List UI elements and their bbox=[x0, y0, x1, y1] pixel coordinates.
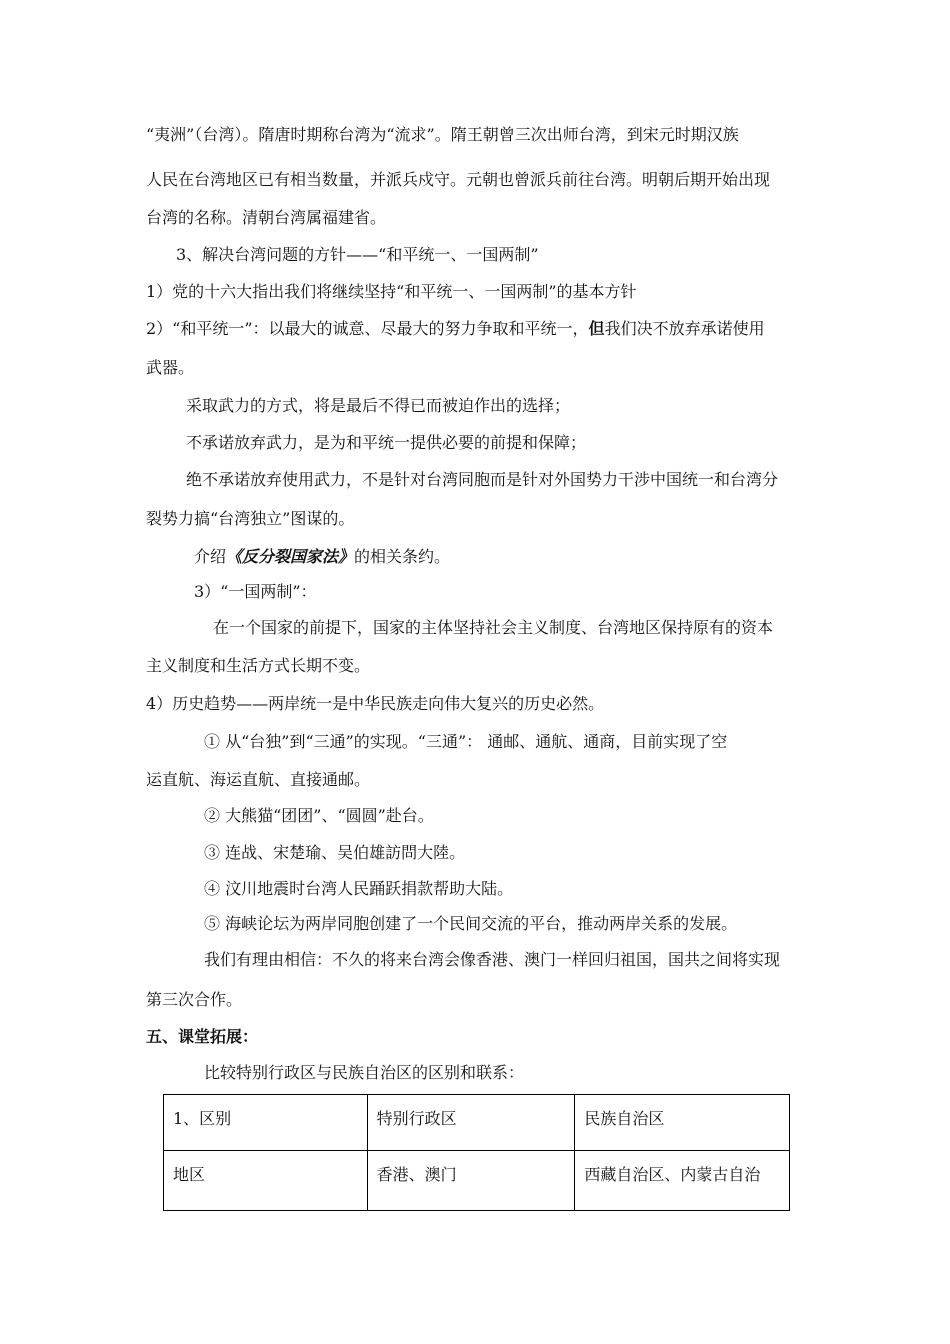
paragraph-line: 武器。 bbox=[146, 358, 195, 377]
paragraph-line bbox=[194, 547, 450, 567]
table-header-cell: 1、区别 bbox=[164, 1095, 368, 1151]
paragraph-line: 第三次合作。 bbox=[146, 990, 243, 1009]
paragraph-line: “夷洲”（台湾）。隋唐时期称台湾为“流求”。隋王朝曾三次出师台湾，到宋元时期汉族 bbox=[146, 125, 739, 144]
table-cell: 香港、澳门 bbox=[367, 1151, 575, 1211]
paragraph-line: 不承诺放弃武力，是为和平统一提供必要的前提和保障； bbox=[186, 433, 587, 452]
table-header-cell: 特别行政区 bbox=[367, 1095, 575, 1151]
table-header-cell: 民族自治区 bbox=[575, 1095, 790, 1151]
paragraph-line: 1）党的十六大指出我们将继续坚持“和平统一、一国两制”的基本方针 bbox=[146, 282, 637, 301]
table-row bbox=[164, 1151, 790, 1211]
paragraph-text: 2）“和平统一”：以最大的诚意、尽最大的努力争取和平统一， bbox=[146, 319, 589, 338]
paragraph-text: 的相关条约。 bbox=[354, 547, 451, 566]
paragraph-line: 台湾的名称。清朝台湾属福建省。 bbox=[146, 208, 387, 227]
paragraph-line: 主义制度和生活方式长期不变。 bbox=[146, 656, 371, 675]
table-cell: 地区 bbox=[164, 1151, 368, 1211]
paragraph-line: 采取武力的方式，将是最后不得已而被迫作出的选择； bbox=[186, 396, 571, 415]
paragraph-text: 介绍 bbox=[194, 547, 227, 566]
list-item: ② 大熊猫“团团”、“圆圆”赴台。 bbox=[204, 806, 434, 825]
paragraph-line: 绝不承诺放弃使用武力，不是针对台湾同胞而是针对外国势力干涉中国统一和台湾分 bbox=[186, 470, 779, 489]
section-heading: 3、解决台湾问题的方针——“和平统一、一国两制” bbox=[176, 245, 539, 264]
paragraph-text: 我们决不放弃承诺使用 bbox=[604, 319, 765, 338]
paragraph-line: 人民在台湾地区已有相当数量，并派兵戍守。元朝也曾派兵前往台湾。明朝后期开始出现 bbox=[146, 170, 771, 189]
comparison-table bbox=[163, 1094, 790, 1211]
paragraph-line: 裂势力搞“台湾独立”图谋的。 bbox=[146, 509, 355, 528]
paragraph-line: 比较特别行政区与民族自治区的区别和联系： bbox=[204, 1063, 525, 1082]
paragraph-line: 在一个国家的前提下，国家的主体坚持社会主义制度、台湾地区保持原有的资本 bbox=[213, 618, 774, 637]
list-item: ③ 连战、宋楚瑜、吴伯雄訪問大陸。 bbox=[204, 843, 466, 862]
list-item: ⑤ 海峡论坛为两岸同胞创建了一个民间交流的平台，推动两岸关系的发展。 bbox=[204, 914, 738, 933]
paragraph-line: 运直航、海运直航、直接通邮。 bbox=[146, 770, 371, 789]
table-header-row bbox=[164, 1095, 790, 1151]
emphasis-text: 但 bbox=[588, 319, 605, 338]
list-item: ① 从“台独”到“三通”的实现。“三通”： 通邮、通航、通商，目前实现了空 bbox=[204, 732, 728, 751]
table-cell: 西藏自治区、内蒙古自治 bbox=[575, 1151, 790, 1211]
law-title: 《反分裂国家法》 bbox=[226, 547, 355, 566]
paragraph-line bbox=[146, 319, 765, 339]
section-title: 五、课堂拓展： bbox=[146, 1027, 259, 1046]
list-item: ④ 汶川地震时台湾人民踊跃捐款帮助大陆。 bbox=[204, 879, 514, 898]
paragraph-line: 我们有理由相信：不久的将来台湾会像香港、澳门一样回归祖国，国共之间将实现 bbox=[204, 950, 781, 969]
section-heading: 3）“一国两制”： bbox=[194, 582, 317, 601]
paragraph-line: 4）历史趋势——两岸统一是中华民族走向伟大复兴的历史必然。 bbox=[146, 694, 605, 713]
